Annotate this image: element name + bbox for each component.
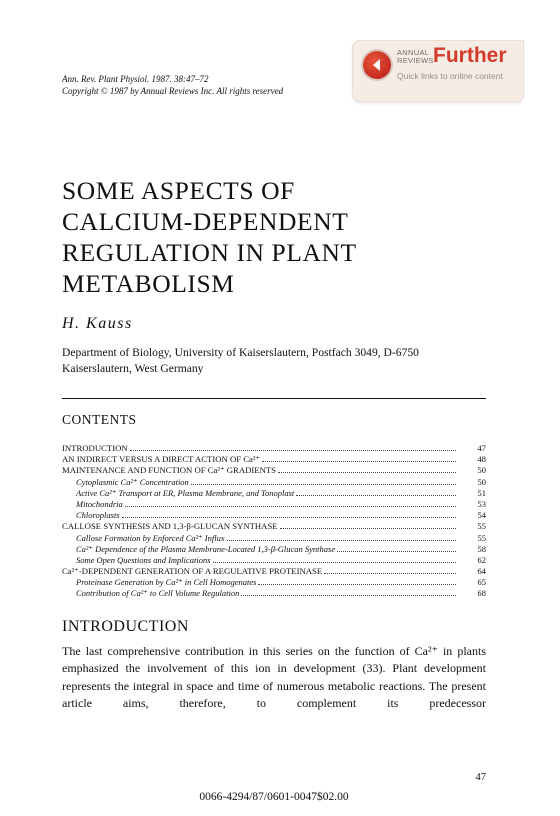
title-line: REGULATION IN PLANT	[62, 238, 357, 267]
banner-reviews-label: REVIEWS	[397, 56, 434, 65]
toc-entry[interactable]	[62, 521, 486, 532]
toc-leader-dots	[227, 533, 456, 541]
toc-subentry[interactable]	[62, 544, 486, 555]
toc-entry[interactable]	[62, 566, 486, 577]
toc-subentry[interactable]	[62, 499, 486, 510]
copyright-notice: Copyright © 1987 by Annual Reviews Inc. All rights reserved	[62, 86, 284, 96]
toc-leader-dots	[262, 454, 456, 462]
title-line: CALCIUM-DEPENDENT	[62, 207, 349, 236]
toc-leader-dots	[191, 477, 456, 485]
toc-subentry[interactable]	[62, 555, 486, 566]
toc-leader-dots	[296, 488, 456, 496]
toc-leader-dots	[278, 465, 456, 473]
toc-leader-dots	[213, 555, 456, 563]
toc-leader-dots	[324, 566, 456, 574]
banner-annual-label: ANNUAL	[397, 48, 430, 57]
toc-entry-title: Mitochondria	[76, 498, 123, 509]
toc-entry-title: Chloroplasts	[76, 510, 120, 521]
toc-entry-title: Cytoplasmic Ca²⁺ Concentration	[76, 476, 189, 487]
toc-subentry[interactable]	[62, 533, 486, 544]
table-of-contents	[62, 443, 486, 600]
toc-entry-page: 64	[477, 566, 486, 577]
toc-subentry[interactable]	[62, 510, 486, 521]
page-number: 47	[475, 772, 486, 783]
play-arrow-icon	[363, 51, 391, 79]
toc-subentry[interactable]	[62, 488, 486, 499]
author-affiliation: Department of Biology, University of Kaiserslautern, Postfach 3049, D-6750 Kaiserslautern, West Germany	[62, 346, 419, 375]
section-divider	[62, 398, 486, 399]
toc-entry-page: 50	[477, 465, 486, 476]
toc-entry-title: AN INDIRECT VERSUS A DIRECT ACTION OF Ca²⁺	[62, 454, 261, 465]
banner-further-logo: Further	[433, 44, 507, 67]
toc-entry-title: CALLOSE SYNTHESIS AND 1,3-β-GLUCAN SYNTHASE	[62, 521, 278, 532]
introduction-heading: INTRODUCTION	[62, 618, 189, 635]
toc-entry[interactable]	[62, 443, 486, 454]
toc-entry-title: Ca²⁺ Dependence of the Plasma Membrane-Located 1,3-β-Glucan Synthase	[76, 543, 336, 554]
toc-entry-page: 68	[477, 588, 486, 599]
toc-entry-title: Proteinase Generation by Ca²⁺ in Cell Homogenates	[76, 577, 257, 588]
toc-entry-title: Callose Formation by Enforced Ca²⁺ Influx	[76, 532, 225, 543]
toc-entry-page: 50	[477, 476, 486, 487]
toc-entry-page: 48	[477, 454, 486, 465]
article-identifier: 0066-4294/87/0601-0047$02.00	[199, 791, 349, 803]
toc-entry-title: Some Open Questions and Implications	[76, 554, 211, 565]
toc-entry[interactable]	[62, 465, 486, 476]
toc-entry-page: 55	[477, 532, 486, 543]
toc-entry-title: Ca²⁺-DEPENDENT GENERATION OF A REGULATIVE PROTEINASE	[62, 566, 323, 577]
toc-entry-title: Active Ca²⁺ Transport at ER, Plasma Membrane, and Tonoplast	[76, 487, 295, 498]
toc-entry-page: 53	[477, 498, 486, 509]
introduction-paragraph: The last comprehensive contribution in this series on the function of Ca²⁺ in plants emphasized the involvement of this ion in development (33). Plant development represents the integral in space and time of numerous metabolic reactions. The present article aims, therefore, to complement its predecessor	[62, 644, 486, 711]
toc-subentry[interactable]	[62, 577, 486, 588]
toc-leader-dots	[241, 588, 456, 596]
banner-subtitle: Quick links to online content	[397, 71, 503, 81]
toc-entry-page: 47	[477, 443, 486, 453]
toc-leader-dots	[280, 521, 456, 529]
toc-entry-page: 62	[477, 554, 486, 565]
toc-entry-page: 58	[477, 543, 486, 554]
toc-leader-dots	[122, 510, 456, 518]
author-name: H. Kauss	[62, 315, 133, 332]
journal-citation: Ann. Rev. Plant Physiol. 1987. 38:47–72	[62, 74, 209, 84]
toc-entry-title: MAINTENANCE AND FUNCTION OF Ca²⁺ GRADIENTS	[62, 465, 276, 476]
toc-entry-page: 65	[477, 577, 486, 588]
toc-leader-dots	[337, 544, 456, 552]
toc-entry-page: 55	[477, 521, 486, 532]
toc-entry-title: Contribution of Ca²⁺ to Cell Volume Regulation	[76, 588, 240, 599]
title-line: SOME ASPECTS OF	[62, 176, 295, 205]
further-banner-link[interactable]	[352, 40, 524, 102]
toc-entry[interactable]	[62, 454, 486, 465]
toc-subentry[interactable]	[62, 588, 486, 599]
contents-heading: CONTENTS	[62, 412, 137, 427]
toc-entry-title: INTRODUCTION	[62, 443, 128, 453]
toc-leader-dots	[258, 577, 456, 585]
toc-entry-page: 54	[477, 510, 486, 521]
title-line: METABOLISM	[62, 269, 235, 298]
article-title	[62, 175, 482, 299]
toc-leader-dots	[130, 443, 456, 451]
toc-subentry[interactable]	[62, 477, 486, 488]
toc-leader-dots	[125, 499, 456, 507]
toc-entry-page: 51	[477, 487, 486, 498]
